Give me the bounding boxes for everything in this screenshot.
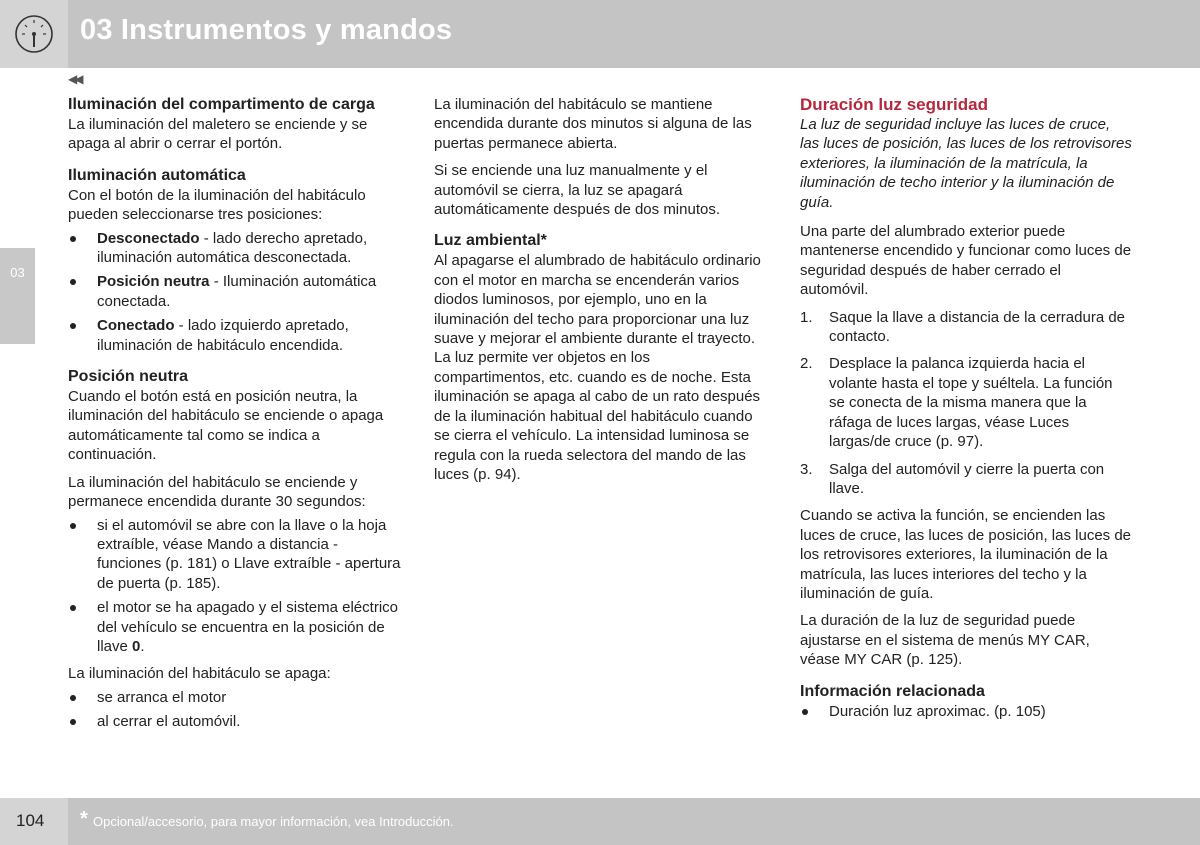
list-item-text: se arranca el motor — [97, 688, 227, 706]
bullet-icon — [70, 719, 76, 725]
footer-note: Opcional/accesorio, para mayor información, vea Introducción. — [93, 814, 454, 829]
paragraph: La duración de la luz de seguridad puede ajustarse en el sistema de menús MY CAR, véase MY CAR (p. 125). — [800, 612, 1090, 669]
intro-paragraph: La luz de seguridad incluye las luces de cruce, las luces de posición, las luces de los retrovisores exteriores, la iluminación de la matrícula, la iluminación de techo interior y la iluminación de guía. — [800, 116, 1132, 211]
section-heading: Posición neutra — [68, 368, 189, 386]
list-item — [68, 229, 403, 268]
bullet-icon — [802, 709, 808, 715]
paragraph: Si se enciende una luz manualmente y el automóvil se cierra, la luz se apagará automáticamente después de dos minutos. — [434, 162, 721, 219]
list-item — [68, 598, 403, 656]
page-header — [0, 0, 1200, 68]
step-number: 2. — [800, 355, 813, 373]
list-item-term: Desconectado — [97, 229, 200, 247]
section-heading: Información relacionada — [800, 682, 985, 700]
paragraph: Una parte del alumbrado exterior puede mantenerse encendido y funcionar como luces de seguridad después de haber cerrado el automóvil. — [800, 223, 1132, 299]
section-heading: Luz ambiental* — [434, 232, 547, 250]
column-2 — [434, 95, 764, 484]
step-text: Saque la llave a distancia de la cerradura de contacto. — [829, 308, 1126, 346]
paragraph: Cuando el botón está en posición neutra, la iluminación del habitáculo se enciende o apaga automáticamente tal como se indica a continuación. — [68, 388, 384, 464]
section-heading: Iluminación automática — [68, 166, 246, 184]
chapter-tab-label: 03 — [10, 265, 25, 280]
list-item — [68, 516, 403, 594]
bullet-icon — [70, 605, 76, 611]
column-1 — [68, 95, 403, 732]
chapter-tab — [0, 248, 35, 344]
section-heading-accent: Duración luz seguridad — [800, 95, 988, 114]
paragraph: La iluminación del maletero se enciende y se apaga al abrir o cerrar el portón. — [68, 116, 368, 153]
list-item-text: si el automóvil se abre con la llave o la hoja extraíble, véase Mando a distancia - funciones (p. 181) o Llave extraíble - apertura de puerta (p. 185). — [97, 516, 401, 592]
step-item — [800, 460, 1132, 499]
paragraph: Al apagarse el alumbrado de habitáculo ordinario con el motor en marcha se encenderán varios diodos luminosos, por ejemplo, uno en la iluminación del techo para proporcionar una luz suave y mejorar el ambiente durante el trayecto. La luz permite ver objetos en los compartimentos, etc. cuando es de noche. Esta iluminación se apaga al cabo de un rato después de la iluminación habitual del habitáculo cuando se cierra el vehículo. La intensidad luminosa se regula con la rueda selectora del mando de las luces (p. 94). — [434, 252, 761, 483]
paragraph: La iluminación del habitáculo se mantiene encendida durante dos minutos si alguna de las puertas permanece abierta. — [434, 96, 752, 152]
list-item-term: Conectado — [97, 317, 175, 335]
list-item-text: - Iluminación automática conectada. — [97, 273, 377, 310]
list-item — [68, 712, 403, 731]
key-position-value: 0 — [132, 637, 141, 655]
related-link[interactable] — [800, 702, 1132, 721]
section-heading: Iluminación del compartimento de carga — [68, 96, 375, 113]
step-number: 3. — [800, 460, 813, 478]
bullet-icon — [70, 323, 76, 329]
steps-list — [800, 308, 1132, 499]
step-text: Salga del automóvil y cierre la puerta con llave. — [829, 460, 1105, 497]
step-text: Desplace la palanca izquierda hacia el volante hasta el tope y suéltela. La función se conecta de la misma manera que la ráfaga de luces largas, véase Luces largas/de cruce (p. 97). — [829, 355, 1113, 451]
paragraph: Con el botón de la iluminación del habitáculo pueden seleccionarse tres posiciones: — [68, 186, 366, 224]
page-number: 104 — [16, 811, 45, 830]
gauge-icon — [14, 14, 54, 54]
page-number-box — [0, 798, 68, 845]
page-title: 03 Instrumentos y mandos — [80, 14, 453, 46]
list-item-term: Posición neutra — [97, 273, 210, 291]
paragraph: La iluminación del habitáculo se enciende y permanece encendida durante 30 segundos: — [68, 473, 366, 511]
bullet-icon — [70, 523, 76, 529]
paragraph: La iluminación del habitáculo se apaga: — [68, 665, 331, 683]
bullet-icon — [70, 695, 76, 701]
page-footer — [0, 798, 1200, 845]
step-item — [800, 354, 1132, 451]
related-link-text[interactable]: Duración luz aproximac. (p. 105) — [829, 702, 1046, 720]
off-conditions-list — [68, 688, 403, 732]
conditions-list — [68, 516, 403, 657]
list-item-text-end: . — [140, 637, 145, 655]
list-item-text: - lado izquierdo apretado, iluminación de habitáculo encendida. — [97, 317, 349, 354]
list-item — [68, 316, 403, 355]
step-item — [800, 308, 1132, 347]
list-item — [68, 688, 403, 707]
continued-marker-icon: ◀◀ — [68, 72, 81, 86]
bullet-icon — [70, 236, 76, 242]
bullet-icon — [70, 279, 76, 285]
positions-list — [68, 229, 403, 355]
step-number: 1. — [800, 308, 813, 326]
list-item-text: el motor se ha apagado y el sistema eléctrico del vehículo se encuentra en la posición de llave — [97, 599, 398, 655]
list-item — [68, 272, 403, 311]
header-icon-box — [0, 0, 68, 68]
column-3 — [800, 95, 1132, 721]
list-item-text: - lado derecho apretado, iluminación automática desconectada. — [97, 229, 368, 267]
list-item-text: al cerrar el automóvil. — [97, 713, 241, 731]
paragraph: Cuando se activa la función, se encienden las luces de cruce, las luces de posición, las luces de los retrovisores exteriores, la iluminación de la matrícula, las luces interiores del techo y la iluminación de guía. — [800, 507, 1132, 602]
related-info-list — [800, 702, 1132, 721]
asterisk-icon: * — [80, 808, 88, 830]
